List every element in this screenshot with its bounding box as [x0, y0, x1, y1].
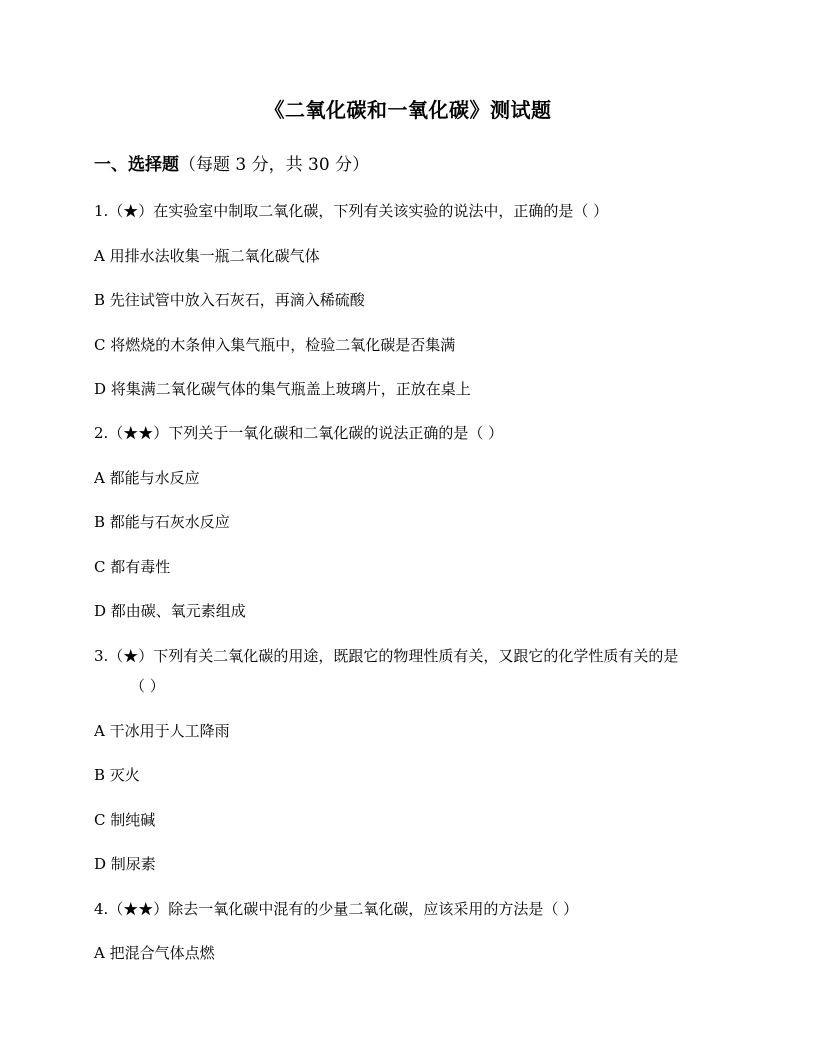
question-stem: 3.（★）下列有关二氧化碳的用途，既跟它的物理性质有关，又跟它的化学性质有关的是 [94, 647, 679, 665]
answer-option: C 将燃烧的木条伸入集气瓶中，检验二氧化碳是否集满 [94, 336, 456, 354]
document-title: 《二氧化碳和一氧化碳》测试题 [264, 98, 552, 122]
question-stem: 4.（★★）除去一氧化碳中混有的少量二氧化碳，应该采用的方法是（ ） [94, 900, 579, 918]
answer-option: A 干冰用于人工降雨 [94, 722, 230, 740]
answer-option: D 将集满二氧化碳气体的集气瓶盖上玻璃片，正放在桌上 [94, 380, 471, 398]
answer-option: A 都能与水反应 [94, 469, 200, 487]
answer-option: C 都有毒性 [94, 558, 171, 576]
answer-option: D 制尿素 [94, 855, 156, 873]
question-stem: 2.（★★）下列关于一氧化碳和二氧化碳的说法正确的是（ ） [94, 424, 504, 442]
question-stem: 1.（★）在实验室中制取二氧化碳，下列有关该实验的说法中，正确的是（ ） [94, 202, 609, 220]
question-stem-continuation: （ ） [130, 677, 165, 695]
answer-option: A 把混合气体点燃 [94, 944, 215, 962]
answer-option: B 灭火 [94, 766, 140, 784]
answer-option: C 制纯碱 [94, 811, 156, 829]
answer-option: D 都由碳、氧元素组成 [94, 602, 246, 620]
section-heading-label: 一、选择题 [94, 155, 179, 175]
section-scoring-note: （每题 3 分，共 30 分） [179, 155, 370, 175]
answer-option: B 先往试管中放入石灰石，再滴入稀硫酸 [94, 291, 365, 309]
section-heading [94, 150, 369, 175]
answer-option: A 用排水法收集一瓶二氧化碳气体 [94, 247, 320, 265]
answer-option: B 都能与石灰水反应 [94, 513, 230, 531]
